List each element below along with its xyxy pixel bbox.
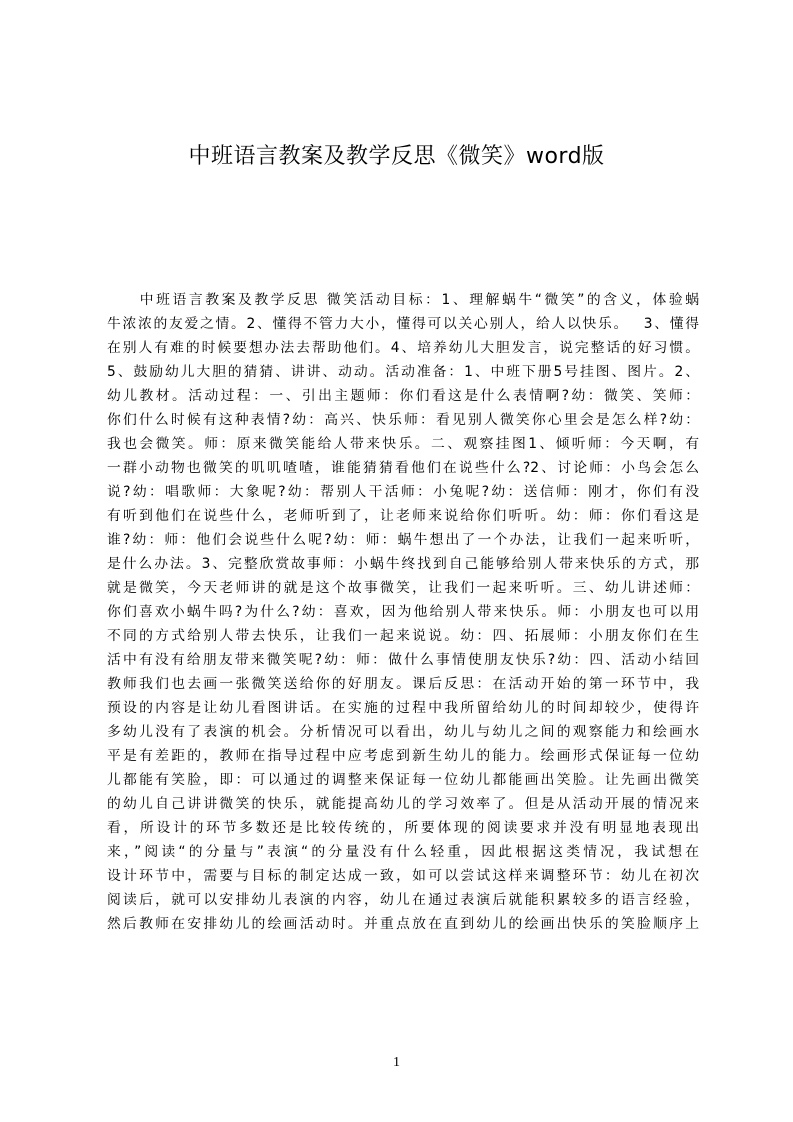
body-line-7: 我也会微笑。师：原来微笑能给人带来快乐。二、观察挂图1、倾听师：今天啊，有	[107, 436, 699, 452]
body-line-20: 平是有差距的，教师在指导过程中应考虑到新生幼儿的能力。绘画形式保证每一位幼	[107, 748, 699, 764]
body-line-8: 一群小动物也微笑的叽叽喳喳，谁能猜猜看他们在说些什么?2、讨论师：小鸟会怎么	[107, 460, 699, 476]
body-line-18: 预设的内容是让幼儿看图讲话。在实施的过程中我所留给幼儿的时间却较少，使得许	[107, 700, 699, 716]
body-line-5: 幼儿教材。活动过程：一、引出主题师：你们看这是什么表情啊?幼：微笑、笑师：	[107, 388, 699, 404]
body-line-27: 然后教师在安排幼儿的绘画活动时。并重点放在直到幼儿的绘画出快乐的笑脸顺序上	[107, 916, 699, 932]
body-line-15: 不同的方式给别人带去快乐，让我们一起来说说。幼：四、拓展师：小朋友你们在生	[107, 628, 699, 644]
page-number: 1	[393, 1055, 400, 1070]
body-line-4: 5、鼓励幼儿大胆的猜猜、讲讲、动动。活动准备：1、中班下册5号挂图、图片。2、	[107, 364, 699, 380]
body-line-23: 看，所设计的环节多数还是比较传统的，所要体现的阅读要求并没有明显地表现出	[107, 820, 699, 836]
body-line-16: 活中有没有给朋友带来微笑呢?幼：师：做什么事情使朋友快乐?幼：四、活动小结回	[107, 652, 699, 668]
document-title: 中班语言教案及教学反思《微笑》word版	[188, 144, 605, 169]
body-line-1: 中班语言教案及教学反思 微笑活动目标：1、理解蜗牛“微笑”的含义，体验蜗	[107, 292, 699, 308]
body-line-6: 你们什么时候有这种表情?幼：高兴、快乐师：看见别人微笑你心里会是怎么样?幼：	[107, 412, 699, 428]
body-line-25: 设计环节中，需要与目标的制定达成一致，如可以尝试这样来调整环节：幼儿在初次	[107, 868, 699, 884]
body-line-10: 有听到他们在说些什么，老师听到了，让老师来说给你们听听。幼：师：你们看这是	[107, 508, 699, 524]
body-line-3: 在别人有难的时候要想办法去帮助他们。4、培养幼儿大胆发言，说完整话的好习惯。	[107, 340, 699, 356]
body-line-26: 阅读后，就可以安排幼儿表演的内容，幼儿在通过表演后就能积累较多的语言经验，	[107, 892, 699, 908]
document-body	[107, 288, 699, 932]
body-line-19: 多幼儿没有了表演的机会。分析情况可以看出，幼儿与幼儿之间的观察能力和绘画水	[107, 724, 699, 740]
body-line-2: 牛浓浓的友爱之情。2、懂得不管力大小，懂得可以关心别人，给人以快乐。 3、懂得	[107, 316, 699, 332]
body-line-21: 儿都能有笑脸，即：可以通过的调整来保证每一位幼儿都能画出笑脸。让先画出微笑	[107, 772, 699, 788]
body-line-24: 来，”阅读“的分量与”表演“的分量没有什么轻重，因此根据这类情况，我试想在	[107, 844, 699, 860]
body-line-17: 教师我们也去画一张微笑送给你的好朋友。课后反思：在活动开始的第一环节中，我	[107, 676, 699, 692]
body-line-14: 你们喜欢小蜗牛吗?为什么?幼：喜欢，因为他给别人带来快乐。师：小朋友也可以用	[107, 604, 699, 620]
body-line-12: 是什么办法。3、完整欣赏故事师：小蜗牛终找到自己能够给别人带来快乐的方式，那	[107, 556, 699, 572]
body-line-11: 谁?幼：师：他们会说些什么呢?幼：师：蜗牛想出了一个办法，让我们一起来听听，	[107, 532, 699, 548]
body-line-9: 说?幼：唱歌师：大象呢?幼：帮别人干活师：小兔呢?幼：送信师：刚才，你们有没	[107, 484, 699, 500]
body-line-13: 就是微笑，今天老师讲的就是这个故事微笑，让我们一起来听听。三、幼儿讲述师：	[107, 580, 699, 596]
body-line-22: 的幼儿自己讲讲微笑的快乐，就能提高幼儿的学习效率了。但是从活动开展的情况来	[107, 796, 699, 812]
